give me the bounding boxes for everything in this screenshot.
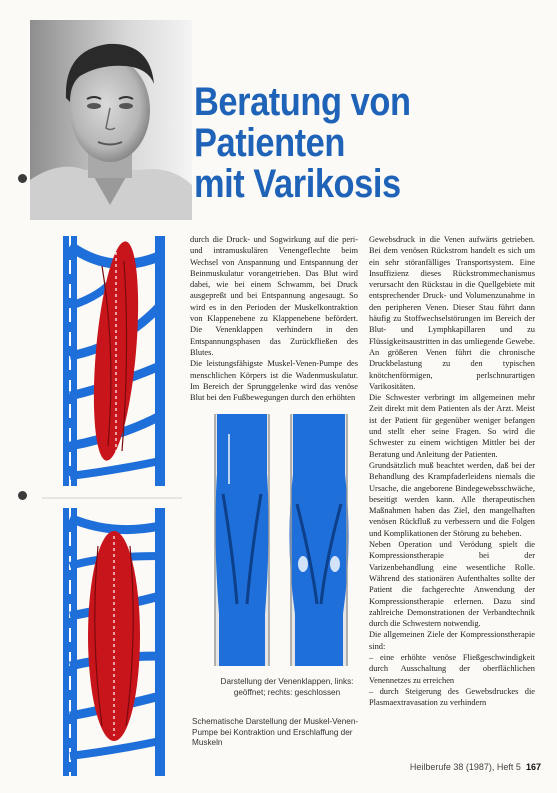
- article-title: [194, 82, 452, 205]
- paragraph: durch die Druck- und Sogwirkung auf die peri- und intramuskulären Venengeflechte beim Wechsel von Anspannung und Entspannung der Beinmuskulatur vorangetrieben. Das Blut wird dabei, wie bei einem Schwamm, bei Druck ausgepreßt und bei Entspannung angesaugt. So wird es in den Perioden der Muskelkontraktion von Klappenebene zu Klappenebene befördert. Die Venenklappen verhindern in den Entspannungsphasen das Zurückfließen des Blutes.: [190, 235, 358, 357]
- title-line: Beratung von: [194, 80, 411, 124]
- article-column-right: [369, 234, 535, 708]
- paragraph: – eine erhöhte venöse Fließgeschwindigkeit durch Ausschaltung der oberflächlichen Venennetzes zu erreichen: [369, 652, 535, 685]
- caption-pump: Schematische Darstellung der Muskel-Venen-Pumpe bei Kontraktion und Erschlaffung der Muskeln: [192, 717, 359, 747]
- caption-valves: Darstellung der Venenklappen, links: geöffnet; rechts: geschlossen: [220, 677, 354, 697]
- title-line: mit Varikosis: [194, 162, 401, 206]
- muscle-vein-pump-illustration: [42, 236, 182, 776]
- valve-open: [215, 414, 269, 666]
- paragraph: Neben Operation und Verödung spielt die Kompressionstherapie bei der Varizenbehandlung eine wesentliche Rolle. Während des stationären Aufenthaltes sollte der Patient die fachgerechte Anwendung der Kompressionstherapie erlernen. Dazu sind zahlreiche Demonstrationen der Verbandtechnik durch die Schwestern notwendig.: [369, 540, 535, 629]
- valve-closed: [289, 414, 348, 666]
- title-line: Patienten: [194, 121, 345, 165]
- vein-valve-illustration: [207, 414, 355, 666]
- portrait-photo: [30, 20, 192, 220]
- paragraph: Die Schwester verbringt im allgemeinen mehr Zeit direkt mit dem Patienten als der Arzt. Meist ist der Patient für gegenüber weniger befangen und stellt eher seine Fragen. So wird die Schwester zu einem wichtigen Mittler bei der Beratung und Anleitung der Patienten.: [369, 393, 535, 459]
- paragraph: Gewebsdruck in die Venen aufwärts getrieben. Bei dem venösen Rückstrom handelt es sich um ein sehr störanfälliges Transportsystem. Eine Insuffizienz dieses Rückstrommechanismus verursacht den Rückstau in die Quellgebiete mit entsprechender Druck- und Volumenzunahme in den peripheren Venen. Dieser Stau führt dann häufig zu Stoffwechselstörungen im Bereich der Blut- und Lymphkapillaren und zu Flüssigkeitsaustritten in das umliegende Gewebe. An größeren Venen führt die chronische Druckbelastung zu den typischen knötchenförmigen, perlschnurartigen Varikositäten.: [369, 235, 535, 391]
- binder-edge: [0, 0, 30, 793]
- binder-hole: [18, 491, 27, 500]
- paragraph: Die leistungsfähigste Muskel-Venen-Pumpe des menschlichen Körpers ist die Wadenmuskulatur. Im Bereich der Sprunggelenke wird das venöse Blut bei den Fußbewegungen durch den erhöhten: [190, 359, 358, 403]
- article-column-middle: [190, 234, 358, 403]
- journal-reference: Heilberufe 38 (1987), Heft 5: [409, 762, 521, 772]
- paragraph: – durch Steigerung des Gewebsdruckes die Plasmaextravasation zu verhindern: [369, 686, 535, 708]
- paragraph: Grundsätzlich muß beachtet werden, daß bei der Behandlung des Krampfaderleidens niemals die Ursache, die angeborene Bindegewebsschwäche, beseitigt werden kann. Alle therapeutischen Maßnahmen haben das Ziel, den mangelhaften venösen Rückfluß zu verbessern und die Folgen und Komplikationen der Störung zu beheben.: [369, 460, 535, 538]
- page-number: 167: [525, 762, 541, 772]
- binder-hole: [18, 174, 27, 183]
- page-footer: [381, 762, 541, 772]
- paragraph: Die allgemeinen Ziele der Kompressionstherapie sind:: [369, 630, 535, 651]
